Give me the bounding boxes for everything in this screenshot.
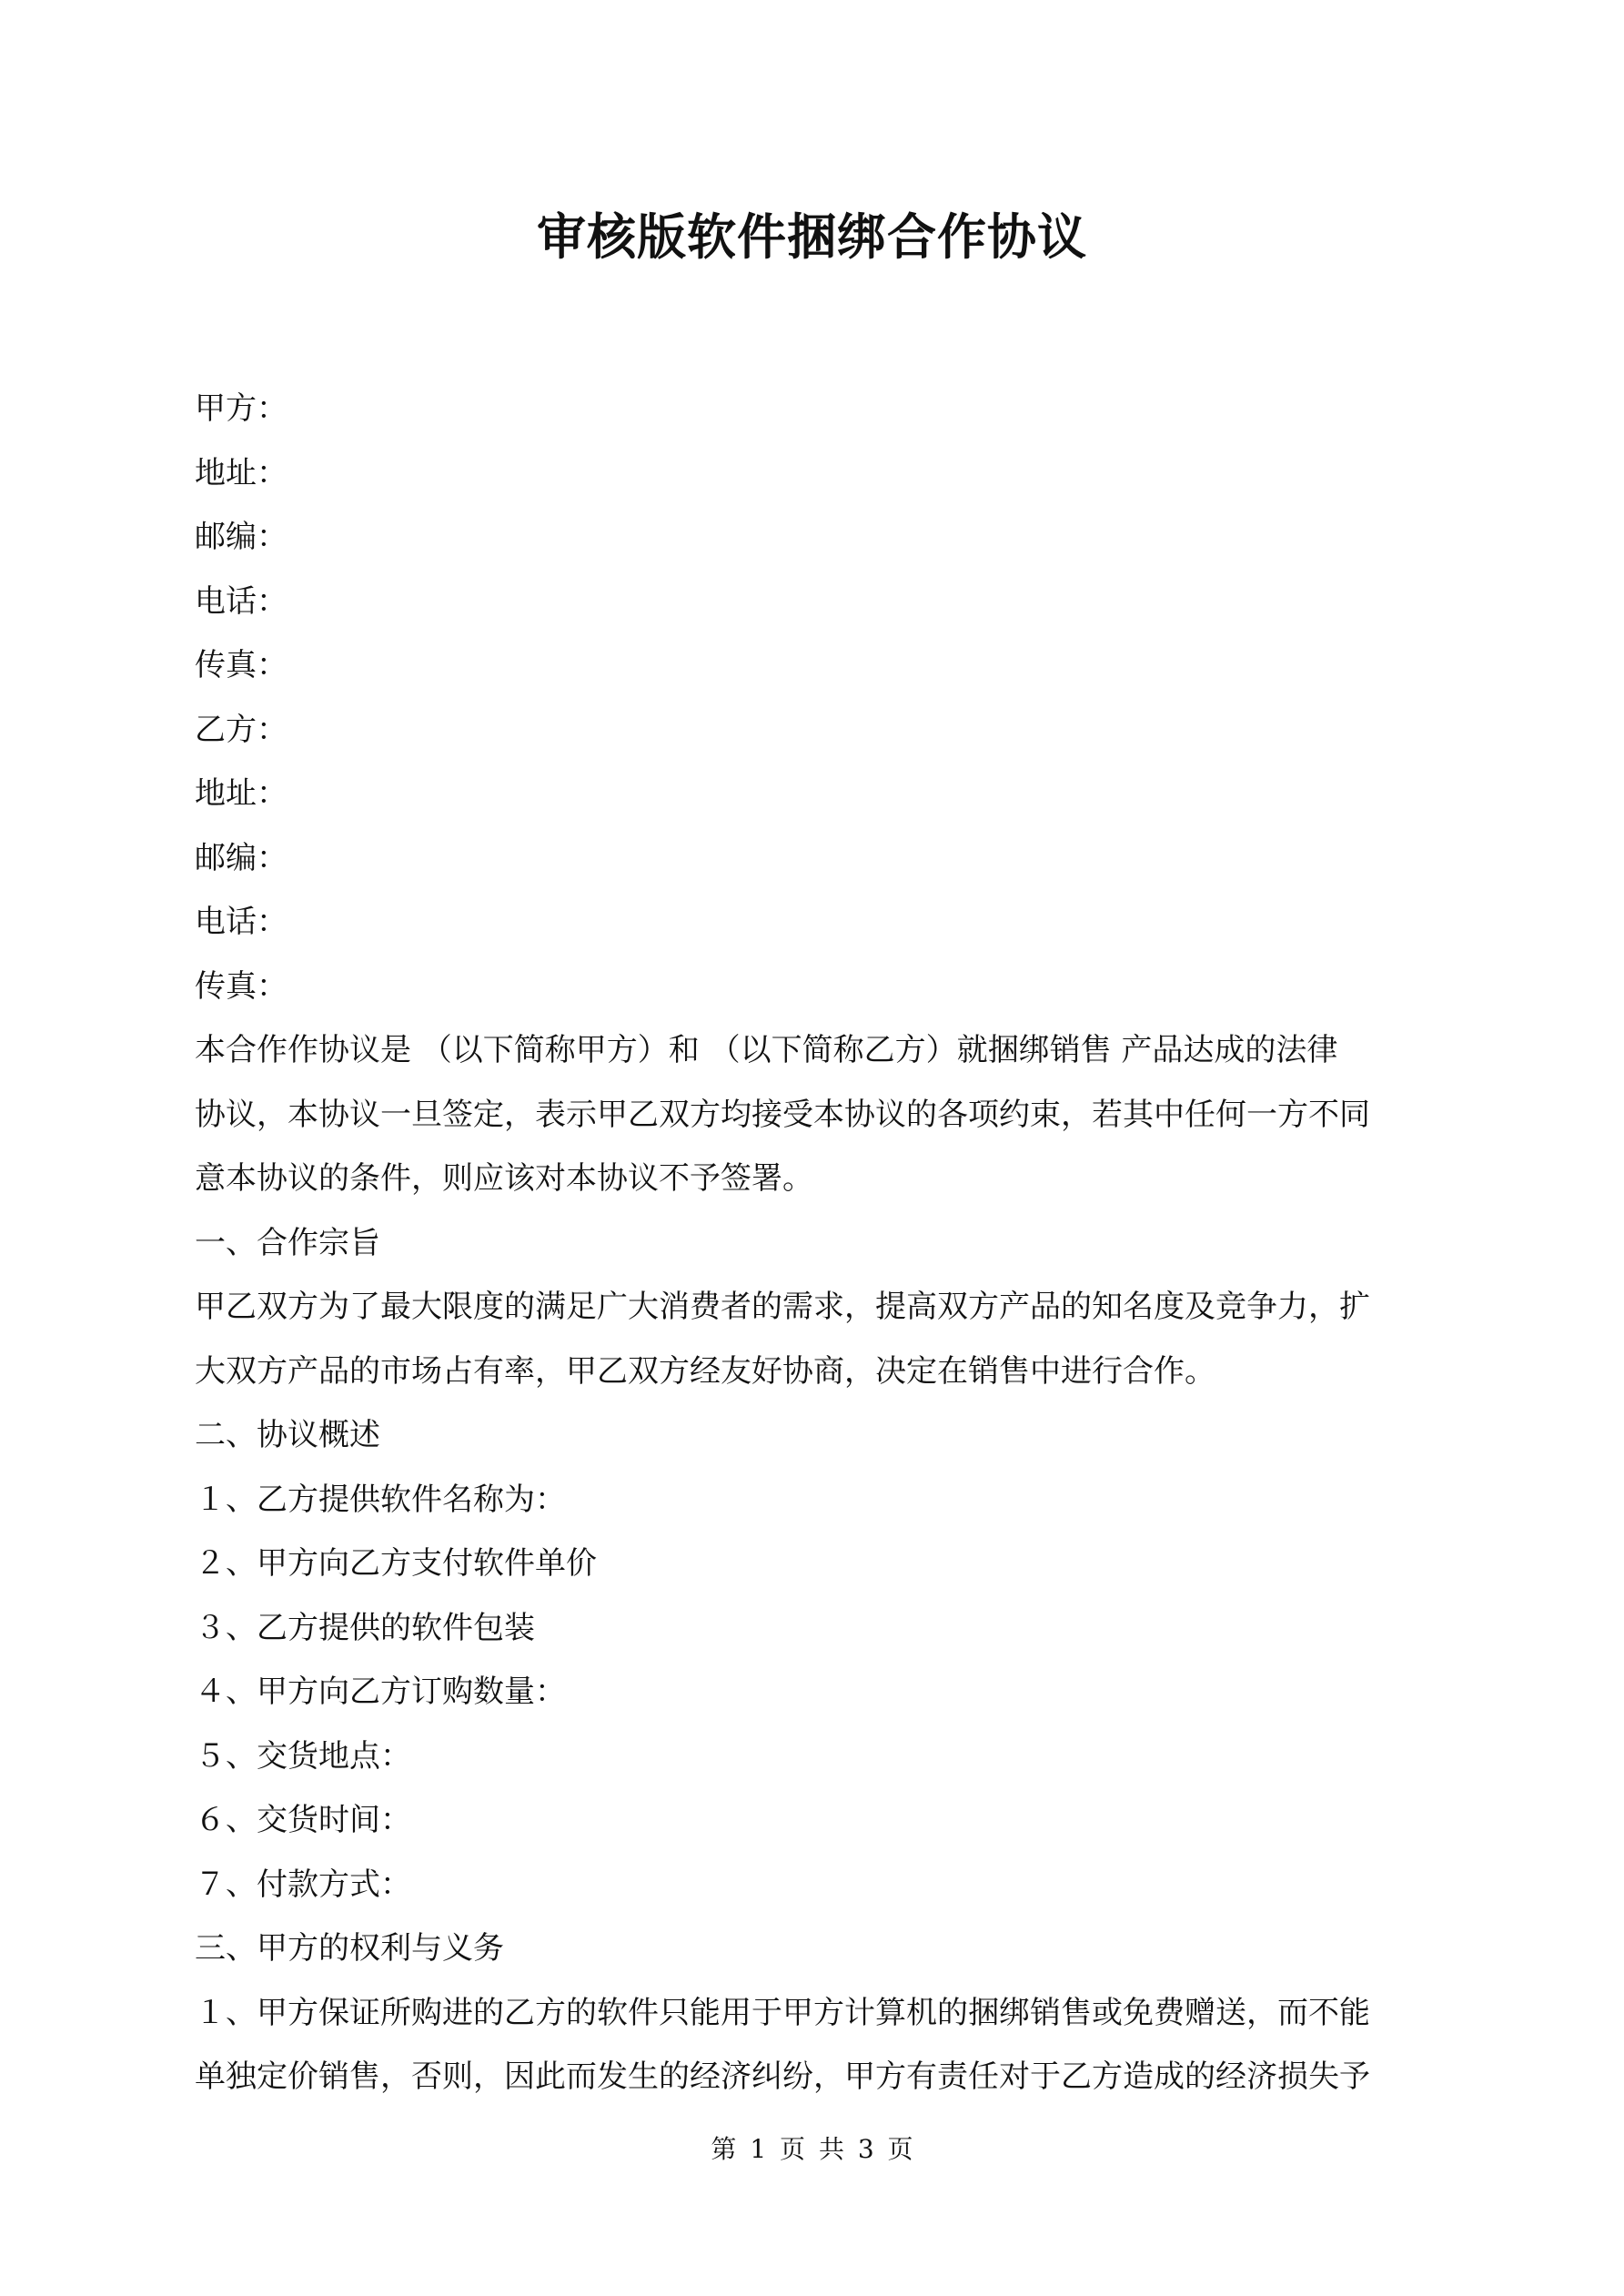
overview-item: ５、交货地点： (195, 1737, 411, 1775)
field-postcode-a: 邮编： (195, 519, 287, 555)
overview-item: ６、交货时间： (195, 1802, 411, 1838)
field-phone-a: 电话： (195, 582, 287, 620)
page-number-footer: 第 1 页 共 3 页 (711, 2134, 913, 2164)
field-fax-a: 传真： (195, 647, 287, 683)
overview-item: ４、甲方向乙方订购数量： (195, 1674, 566, 1710)
field-address-a: 地址： (195, 454, 287, 491)
field-postcode-b: 邮编： (195, 839, 287, 876)
overview-item: ７、付款方式： (195, 1866, 411, 1903)
overview-item: ２、甲方向乙方支付软件单价 (195, 1545, 597, 1582)
rights-paragraph-line: 单独定价销售，否则，因此而发生的经济纠纷，甲方有责任对于乙方造成的经济损失予 (195, 2058, 1370, 2095)
field-party-a: 甲方： (195, 390, 287, 427)
field-phone-b: 电话： (195, 904, 287, 940)
purpose-paragraph-line: 大双方产品的市场占有率，甲乙双方经友好协商，决定在销售中进行合作。 (195, 1352, 1215, 1390)
document-body (195, 377, 1441, 2109)
rights-paragraph-line: １、甲方保证所购进的乙方的软件只能用于甲方计算机的捆绑销售或免费赠送，而不能 (195, 1994, 1370, 2031)
field-address-b: 地址： (195, 775, 287, 812)
intro-paragraph-line: 本合作作协议是 （以下简称甲方）和 （以下简称乙方）就捆绑销售 产品达成的法律 (195, 1032, 1338, 1068)
overview-item: ３、乙方提供的软件包装 (195, 1609, 535, 1646)
document-title: 审核版软件捆绑合作协议 (537, 207, 1087, 266)
field-fax-b: 传真： (195, 967, 287, 1005)
overview-item: １、乙方提供软件名称为： (195, 1481, 566, 1518)
section-heading: 二、协议概述 (195, 1417, 380, 1453)
section-heading: 三、甲方的权利与义务 (195, 1930, 504, 1967)
purpose-paragraph-line: 甲乙双方为了最大限度的满足广大消费者的需求，提高双方产品的知名度及竞争力，扩 (195, 1289, 1370, 1325)
section-heading: 一、合作宗旨 (195, 1224, 380, 1261)
intro-paragraph-line: 意本协议的条件，则应该对本协议不予签署。 (195, 1160, 813, 1197)
field-party-b: 乙方： (195, 711, 287, 748)
intro-paragraph-line: 协议，本协议一旦签定，表示甲乙双方均接受本协议的各项约束，若其中任何一方不同 (195, 1096, 1370, 1133)
